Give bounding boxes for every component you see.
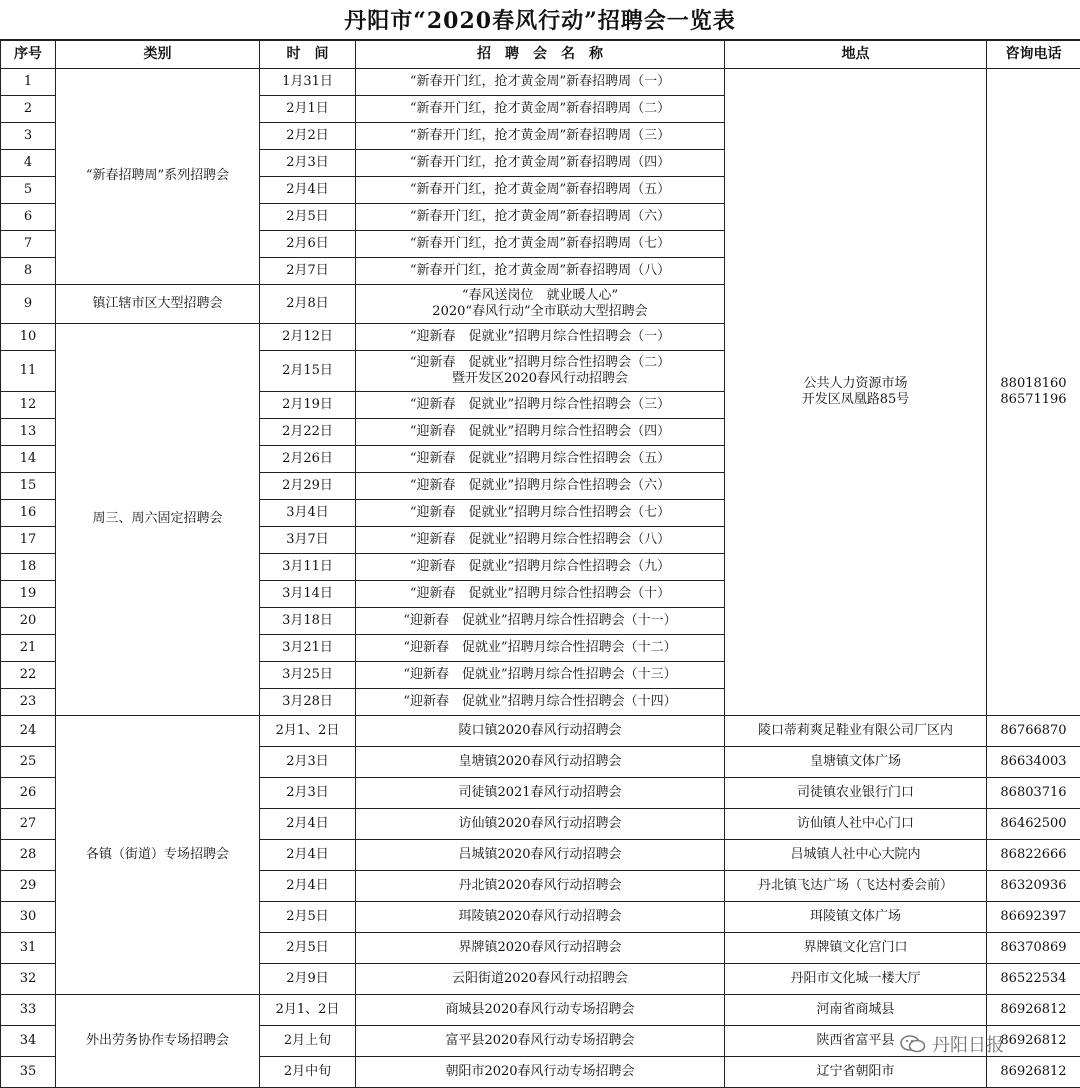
row-time: 3月4日: [260, 500, 356, 527]
shared-location: [725, 69, 987, 716]
row-seq: 15: [1, 473, 56, 500]
row-name-line1: “迎新春 促就业”招聘月综合性招聘会（三）: [409, 396, 671, 412]
row-phone: 86320936: [987, 871, 1080, 902]
row-name-line1: 珥陵镇2020春风行动招聘会: [458, 908, 622, 924]
row-seq: 30: [1, 902, 56, 933]
row-name-line1: “新春开门红，抢才黄金周”新春招聘周（三）: [409, 127, 671, 143]
row-location: 访仙镇人社中心门口: [725, 809, 987, 840]
row-name-line1: “迎新春 促就业”招聘月综合性招聘会（十二）: [403, 639, 677, 655]
table-row: [1, 716, 1080, 747]
row-name: [356, 933, 725, 964]
row-seq: 14: [1, 446, 56, 473]
row-name-line1: “迎新春 促就业”招聘月综合性招聘会（七）: [409, 504, 671, 520]
row-name-line1: “迎新春 促就业”招聘月综合性招聘会（十三）: [403, 666, 677, 682]
row-name: [356, 123, 725, 150]
header-seq: 序号: [1, 41, 56, 69]
row-name: [356, 581, 725, 608]
row-time: 2月7日: [260, 258, 356, 285]
row-location: 丹阳市文化城一楼大厅: [725, 964, 987, 995]
row-seq: 2: [1, 96, 56, 123]
row-time: 2月29日: [260, 473, 356, 500]
row-seq: 24: [1, 716, 56, 747]
row-location: 辽宁省朝阳市: [725, 1057, 987, 1088]
row-name-line1: 界牌镇2020春风行动招聘会: [458, 939, 622, 955]
row-time: 2月2日: [260, 123, 356, 150]
row-name: [356, 662, 725, 689]
row-category: 各镇（街道）专场招聘会: [56, 716, 260, 995]
row-seq: 20: [1, 608, 56, 635]
header-location: 地点: [725, 41, 987, 69]
row-location: 陵口蒂莉爽足鞋业有限公司厂区内: [725, 716, 987, 747]
row-name-line1: “新春开门红，抢才黄金周”新春招聘周（八）: [409, 262, 671, 278]
row-name-line1: “迎新春 促就业”招聘月综合性招聘会（十四）: [403, 693, 677, 709]
row-name: [356, 150, 725, 177]
row-name: [356, 69, 725, 96]
row-phone: 86803716: [987, 778, 1080, 809]
row-seq: 3: [1, 123, 56, 150]
row-name: [356, 500, 725, 527]
row-time: 2月4日: [260, 177, 356, 204]
watermark-text: 丹阳日报: [932, 1035, 1004, 1056]
row-time: 2月12日: [260, 324, 356, 351]
row-phone: 86370869: [987, 933, 1080, 964]
page-title: 丹阳市“2020春风行动”招聘会一览表: [0, 0, 1080, 40]
row-time: 2月8日: [260, 285, 356, 324]
row-name-line1: 陵口镇2020春风行动招聘会: [458, 722, 622, 738]
row-name: [356, 1057, 725, 1088]
row-name-line1: 吕城镇2020春风行动招聘会: [458, 846, 622, 862]
row-time: 3月11日: [260, 554, 356, 581]
row-phone: 86462500: [987, 809, 1080, 840]
row-seq: 1: [1, 69, 56, 96]
header-phone: 咨询电话: [987, 41, 1080, 69]
row-time: 2月15日: [260, 351, 356, 392]
row-time: 2月1日: [260, 96, 356, 123]
row-time: 2月5日: [260, 933, 356, 964]
row-time: 3月28日: [260, 689, 356, 716]
row-name: [356, 177, 725, 204]
row-time: 2月6日: [260, 231, 356, 258]
row-time: 2月3日: [260, 778, 356, 809]
row-seq: 35: [1, 1057, 56, 1088]
row-name-line1: “迎新春 促就业”招聘月综合性招聘会（一）: [409, 328, 671, 344]
row-seq: 34: [1, 1026, 56, 1057]
row-time: 3月25日: [260, 662, 356, 689]
row-name-line1: “迎新春 促就业”招聘月综合性招聘会（十）: [409, 585, 671, 601]
row-name: [356, 419, 725, 446]
row-time: 2月19日: [260, 392, 356, 419]
row-name-line1: “新春开门红，抢才黄金周”新春招聘周（四）: [409, 154, 671, 170]
row-name-line1: “新春开门红，抢才黄金周”新春招聘周（五）: [409, 181, 671, 197]
row-name-line1: “新春开门红，抢才黄金周”新春招聘周（一）: [409, 73, 671, 89]
row-location: 皇塘镇文体广场: [725, 747, 987, 778]
row-name-line1: 皇塘镇2020春风行动招聘会: [458, 753, 622, 769]
table-row: [1, 69, 1080, 96]
header-time: 时 间: [260, 41, 356, 69]
row-category: 外出劳务协作专场招聘会: [56, 995, 260, 1088]
row-name-line2: 暨开发区2020春风行动招聘会: [451, 371, 629, 386]
row-time: 2月4日: [260, 809, 356, 840]
row-time: 2月中旬: [260, 1057, 356, 1088]
row-name-line1: 丹北镇2020春风行动招聘会: [458, 877, 622, 893]
row-seq: 26: [1, 778, 56, 809]
row-phone: 86692397: [987, 902, 1080, 933]
row-name: [356, 716, 725, 747]
row-seq: 17: [1, 527, 56, 554]
row-time: 2月4日: [260, 840, 356, 871]
row-name-line1: “迎新春 促就业”招聘月综合性招聘会（十一）: [403, 612, 677, 628]
row-phone: 86926812: [987, 1026, 1080, 1057]
row-time: 2月9日: [260, 964, 356, 995]
row-name: [356, 747, 725, 778]
row-location: 河南省商城县: [725, 995, 987, 1026]
table-header-row: [1, 41, 1080, 69]
row-time: 2月1、2日: [260, 995, 356, 1026]
row-name-line1: 云阳街道2020春风行动招聘会: [451, 970, 629, 986]
row-time: 2月3日: [260, 150, 356, 177]
row-location: 丹北镇飞达广场（飞达村委会前）: [725, 871, 987, 902]
row-phone: 86634003: [987, 747, 1080, 778]
table-row: [1, 995, 1080, 1026]
row-phone: 86822666: [987, 840, 1080, 871]
row-seq: 23: [1, 689, 56, 716]
row-name: [356, 324, 725, 351]
row-seq: 6: [1, 204, 56, 231]
row-location: 珥陵镇文体广场: [725, 902, 987, 933]
row-seq: 28: [1, 840, 56, 871]
row-name: [356, 778, 725, 809]
row-seq: 32: [1, 964, 56, 995]
row-category: 镇江辖市区大型招聘会: [56, 285, 260, 324]
row-name-line1: 朝阳市2020春风行动专场招聘会: [445, 1063, 635, 1079]
row-time: 3月21日: [260, 635, 356, 662]
row-name: [356, 446, 725, 473]
row-name: [356, 285, 725, 324]
row-name: [356, 608, 725, 635]
row-seq: 21: [1, 635, 56, 662]
row-seq: 4: [1, 150, 56, 177]
row-name-line1: “新春开门红，抢才黄金周”新春招聘周（二）: [409, 100, 671, 116]
row-seq: 33: [1, 995, 56, 1026]
row-location: 陕西省富平县: [725, 1026, 987, 1057]
row-time: 2月5日: [260, 204, 356, 231]
row-name: [356, 964, 725, 995]
shared-phone: [987, 69, 1080, 716]
row-seq: 11: [1, 351, 56, 392]
header-category: 类别: [56, 41, 260, 69]
row-name: [356, 635, 725, 662]
row-name: [356, 204, 725, 231]
row-name-line1: “迎新春 促就业”招聘月综合性招聘会（五）: [409, 450, 671, 466]
row-name: [356, 809, 725, 840]
row-name-line1: 司徒镇2021春风行动招聘会: [458, 784, 622, 800]
row-phone: 86926812: [987, 995, 1080, 1026]
row-time: 2月5日: [260, 902, 356, 933]
row-name: [356, 1026, 725, 1057]
row-name: [356, 473, 725, 500]
row-time: 3月7日: [260, 527, 356, 554]
row-name-line1: “迎新春 促就业”招聘月综合性招聘会（九）: [409, 558, 671, 574]
row-time: 3月14日: [260, 581, 356, 608]
row-seq: 9: [1, 285, 56, 324]
row-seq: 25: [1, 747, 56, 778]
row-name: [356, 527, 725, 554]
row-seq: 19: [1, 581, 56, 608]
row-name: [356, 258, 725, 285]
row-name-line1: “新春开门红，抢才黄金周”新春招聘周（六）: [409, 208, 671, 224]
row-name: [356, 231, 725, 258]
row-category: 周三、周六固定招聘会: [56, 324, 260, 716]
row-time: 3月18日: [260, 608, 356, 635]
shared-phone-line2: 86571196: [1000, 392, 1067, 407]
row-seq: 18: [1, 554, 56, 581]
row-seq: 13: [1, 419, 56, 446]
row-time: 1月31日: [260, 69, 356, 96]
row-name-line1: “迎新春 促就业”招聘月综合性招聘会（四）: [409, 423, 671, 439]
row-seq: 7: [1, 231, 56, 258]
row-name-line2: 2020“春风行动”全市联动大型招聘会: [432, 304, 648, 319]
row-seq: 27: [1, 809, 56, 840]
row-seq: 12: [1, 392, 56, 419]
row-name: [356, 840, 725, 871]
row-time: 2月22日: [260, 419, 356, 446]
shared-location-line1: 公共人力资源市场: [803, 375, 908, 391]
row-name-line1: 富平县2020春风行动专场招聘会: [445, 1032, 635, 1048]
row-seq: 16: [1, 500, 56, 527]
row-category: “新春招聘周”系列招聘会: [56, 69, 260, 285]
fairs-table: [0, 40, 1080, 1088]
header-name: 招 聘 会 名 称: [356, 41, 725, 69]
row-seq: 31: [1, 933, 56, 964]
row-name-line1: 访仙镇2020春风行动招聘会: [458, 815, 622, 831]
row-name: [356, 689, 725, 716]
row-name: [356, 96, 725, 123]
row-name-line1: 商城县2020春风行动专场招聘会: [445, 1001, 635, 1017]
row-name: [356, 902, 725, 933]
row-name: [356, 392, 725, 419]
row-name-line1: “新春开门红，抢才黄金周”新春招聘周（七）: [409, 235, 671, 251]
row-time: 2月上旬: [260, 1026, 356, 1057]
row-location: 司徒镇农业银行门口: [725, 778, 987, 809]
row-name: [356, 995, 725, 1026]
row-time: 2月26日: [260, 446, 356, 473]
row-name-line1: “迎新春 促就业”招聘月综合性招聘会（八）: [409, 531, 671, 547]
row-phone: 86926812: [987, 1057, 1080, 1088]
shared-phone-line1: 88018160: [1000, 375, 1067, 391]
row-seq: 8: [1, 258, 56, 285]
row-name: [356, 554, 725, 581]
row-phone: 86766870: [987, 716, 1080, 747]
row-time: 2月4日: [260, 871, 356, 902]
row-seq: 22: [1, 662, 56, 689]
row-name: [356, 871, 725, 902]
row-name-line1: “迎新春 促就业”招聘月综合性招聘会（六）: [409, 477, 671, 493]
shared-location-line2: 开发区凤凰路85号: [801, 392, 910, 407]
row-time: 2月3日: [260, 747, 356, 778]
row-name: [356, 351, 725, 392]
row-seq: 29: [1, 871, 56, 902]
row-seq: 10: [1, 324, 56, 351]
row-time: 2月1、2日: [260, 716, 356, 747]
row-name-line1: “迎新春 促就业”招聘月综合性招聘会（二）: [409, 354, 671, 370]
row-phone: 86522534: [987, 964, 1080, 995]
row-location: 吕城镇人社中心大院内: [725, 840, 987, 871]
row-name-line1: “春风送岗位 就业暖人心”: [461, 287, 619, 303]
row-location: 界牌镇文化宫门口: [725, 933, 987, 964]
row-seq: 5: [1, 177, 56, 204]
